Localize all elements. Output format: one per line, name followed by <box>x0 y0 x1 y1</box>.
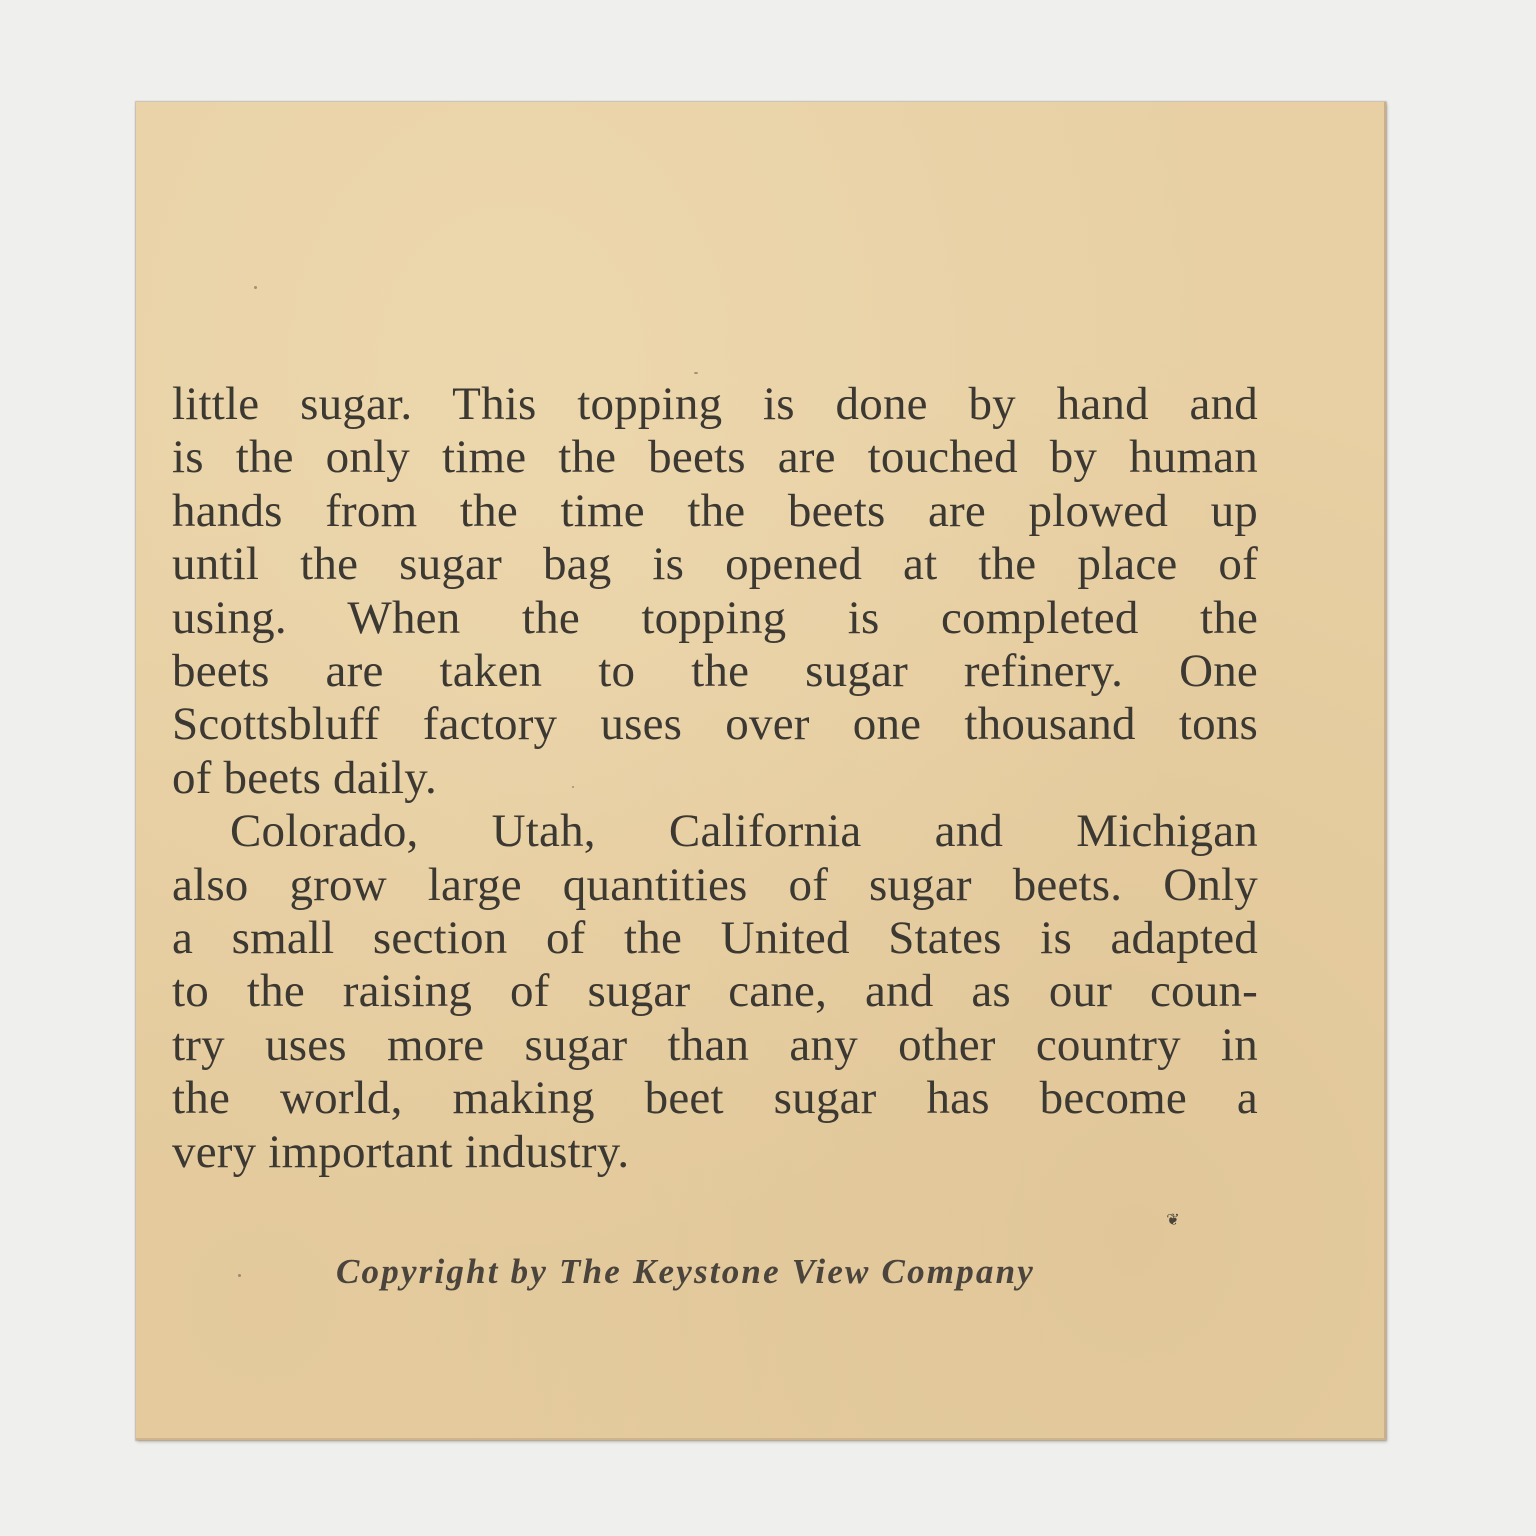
text-line: little sugar. This topping is done by hand and <box>172 378 1258 430</box>
copyright-line: Copyright by The Keystone View Company <box>336 1252 1036 1291</box>
text-line: Scottsbluff factory uses over one thousand tons <box>172 698 1258 751</box>
printers-union-mark-icon: ❦ <box>1166 1210 1180 1229</box>
text-line: also grow large quantities of sugar beets. Only <box>172 858 1258 911</box>
text-line: of beets daily. <box>172 751 437 804</box>
paper-speck <box>572 786 574 788</box>
text-line: a small section of the United States is adapted <box>172 912 1258 965</box>
text-line: try uses more sugar than any other country in <box>172 1018 1258 1071</box>
text-line: to the raising of sugar cane, and as our coun- <box>172 965 1258 1018</box>
text-line: very important industry. <box>172 1125 630 1178</box>
text-line: is the only time the beets are touched by human <box>172 431 1258 484</box>
card-body-text <box>172 378 1258 1179</box>
text-line: until the sugar bag is opened at the place of <box>172 538 1258 591</box>
paper-speck <box>694 372 698 374</box>
paper-speck <box>254 286 257 289</box>
text-line: using. When the topping is completed the <box>172 591 1258 644</box>
text-line: the world, making beet sugar has become a <box>172 1072 1258 1125</box>
paragraph-1 <box>172 378 1258 805</box>
text-line: beets are taken to the sugar refinery. One <box>172 645 1258 698</box>
text-line: hands from the time the beets are plowed up <box>172 484 1258 537</box>
text-line: Colorado, Utah, California and Michigan <box>230 805 1258 858</box>
paragraph-2 <box>172 805 1258 1179</box>
paper-speck <box>238 1274 241 1277</box>
